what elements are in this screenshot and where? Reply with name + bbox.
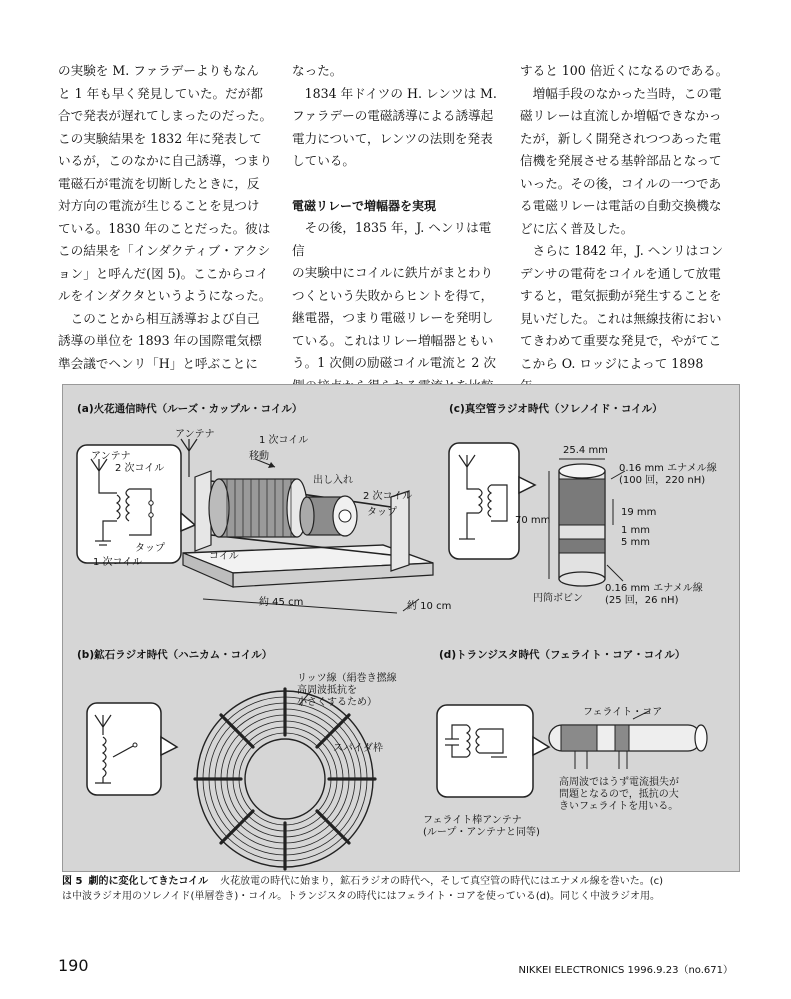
label-antenna-inset: アンテナ xyxy=(91,451,131,462)
label-70mm: 70 mm xyxy=(515,515,551,526)
caption-title: 劇的に変化してきたコイル xyxy=(88,876,209,887)
text-line: 見いだした。これは無線技術におい xyxy=(520,310,722,326)
text-line: 増幅手段のなかった当時，この電 xyxy=(520,85,722,101)
journal-footer: NIKKEI ELECTRONICS 1996.9.23（no.671） xyxy=(518,965,733,976)
label-bobbin: 円筒ボビン xyxy=(533,593,583,604)
label-19mm: 19 mm xyxy=(621,507,657,518)
label-ferrite-note: 高周波ではうず電流損失が xyxy=(559,777,679,788)
text-line: たが，新しく開発されつつあった電 xyxy=(520,130,722,146)
label-move: 移動 xyxy=(249,451,269,462)
caption-text-1: 火花放電の時代に始まり，鉱石ラジオの時代へ，そして真空管の時代にはエナメル線を巻いた。(c) xyxy=(220,876,664,887)
page-number: 190 xyxy=(58,956,89,975)
text-line: こから O. ロッジによって 1898 xyxy=(520,355,704,371)
label-ferrite-note-3: きいフェライトを用いる。 xyxy=(559,801,679,812)
panel-b-title: (b)鉱石ラジオ時代（ハニカム・コイル） xyxy=(77,649,273,661)
label-wire1: 0.16 mm エナメル線 xyxy=(619,463,717,474)
text-line: の実験中にコイルに鉄片がまとわり xyxy=(292,265,494,280)
label-secondary-coil: 2 次コイル xyxy=(363,491,413,502)
panel-c-title: (c)真空管ラジオ時代（ソレノイド・コイル） xyxy=(449,403,663,415)
label-length-45cm: 約 45 cm xyxy=(259,597,304,608)
text-line: さらに 1842 年，J. ヘンリはコン xyxy=(520,243,724,258)
label-primary-coil-inset: 1 次コイル xyxy=(93,557,143,568)
text-line: その後，1835 年，J. ヘンリは電信 xyxy=(292,220,492,258)
text-line: と 1 年も早く発見していた。だが都 xyxy=(58,85,263,101)
text-line: 合で発表が遅れてしまったのだった。 xyxy=(58,108,273,123)
text-line: 継電器，つまり電磁リレーを発明し xyxy=(292,310,494,325)
text-column-2 xyxy=(292,60,500,397)
text-line: る電磁リレーは電話の自動交換機な xyxy=(520,198,722,213)
text-line: この結果を「インダクティブ・アクシ xyxy=(58,243,271,258)
text-line: 磁リレーは直流しか増幅できなかっ xyxy=(520,108,722,123)
label-5mm: 5 mm xyxy=(621,537,651,548)
text-line: ファラデーの電磁誘導による誘導起 xyxy=(292,108,494,123)
figure-5 xyxy=(62,384,740,872)
text-line: 信機を発展させる基幹部品となって xyxy=(520,153,722,168)
text-line: ている。これはリレー増幅器ともい xyxy=(292,332,494,348)
text-line: 準会議でヘンリ「H」と呼ぶことに xyxy=(58,355,258,371)
panel-d-title: (d)トランジスタ時代（フェライト・コア・コイル） xyxy=(439,649,686,661)
label-length-10cm: 約 10 cm xyxy=(407,601,452,612)
text-line: ている。1830 年のことだった。彼は xyxy=(58,220,271,236)
text-column-1 xyxy=(58,60,276,375)
text-line: 1834 年ドイツの H. レンツは M. xyxy=(292,85,497,101)
label-tap: タップ xyxy=(367,507,397,518)
label-wire2-detail: (25 回，26 nH) xyxy=(605,595,679,606)
label-litz-wire-3: 小さくするため） xyxy=(297,697,377,708)
text-line: の実験を M. ファラデーよりもなん xyxy=(58,63,259,78)
text-line: 電磁石が電流を切断したときに，反 xyxy=(58,175,260,191)
label-1mm: 1 mm xyxy=(621,525,651,536)
text-line: ルをインダクタというようになった。 xyxy=(58,288,272,303)
caption-text-2: は中波ラジオ用のソレノイド(単層巻き)・コイル。トランジスタの時代にはフェライト・コアを使っている(d)。同じく中波ラジオ用。 xyxy=(62,891,661,902)
label-secondary-coil-inset: 2 次コイル xyxy=(115,463,165,474)
text-line: すると 100 倍近くになるのである。 xyxy=(520,63,729,78)
label-primary-coil: 1 次コイル xyxy=(259,435,309,446)
label-spider-frame: スパイダ枠 xyxy=(333,743,383,754)
label-coil: コイル xyxy=(209,551,239,562)
label-litz-wire-2: 高周波抵抗を xyxy=(297,685,357,696)
text-line: いるが，このなかに自己誘導，つまり xyxy=(58,153,273,168)
section-heading: 電磁リレーで増幅器を実現 xyxy=(292,198,437,213)
text-line: ョン」と呼んだ(図 5)。ここからコイ xyxy=(58,265,269,281)
text-column-3 xyxy=(520,60,732,398)
text-line: う。1 次側の励磁コイル電流と 2 次 xyxy=(292,355,496,370)
text-line: すると，電気振動が発生することを xyxy=(520,288,722,303)
text-line: このことから相互誘導および自己 xyxy=(58,310,260,326)
label-25-4mm: 25.4 mm xyxy=(563,445,608,456)
text-line: この実験結果を 1832 年に発表して xyxy=(58,130,262,146)
text-line: なった。 xyxy=(292,63,343,78)
text-line: している。 xyxy=(292,153,355,168)
text-line: 電力について，レンツの法則を発表 xyxy=(292,130,493,146)
label-litz-wire: リッツ線（絹巻き撚線 xyxy=(297,673,397,684)
text-line: デンサの電荷をコイルを通して放電 xyxy=(520,265,721,281)
text-line: 対方向の電流が生じることを見つけ xyxy=(58,198,260,213)
text-line: いった。その後，コイルの一つであ xyxy=(520,175,722,191)
figure-caption xyxy=(62,874,738,904)
label-antenna: アンテナ xyxy=(175,429,215,440)
label-in-out: 出し入れ xyxy=(313,475,353,486)
text-line: てきわめて重要な発見で，やがてこ xyxy=(520,333,722,348)
label-rod-antenna-2: (ループ・アンテナと同等) xyxy=(423,827,540,838)
label-wire1-detail: (100 回，220 nH) xyxy=(619,475,706,486)
caption-number: 図 5 xyxy=(62,876,83,887)
panel-a-title: (a)火花通信時代（ルーズ・カップル・コイル） xyxy=(77,403,303,415)
text-line: どに広く普及した。 xyxy=(520,220,634,236)
text-line: 誘導の単位を 1893 年の国際電気標 xyxy=(58,333,262,348)
label-tap-inset: タップ xyxy=(135,543,165,554)
label-ferrite-note-2: 問題となるので，抵抗の大 xyxy=(559,789,679,800)
label-ferrite-core: フェライト・コア xyxy=(583,707,663,718)
label-wire2: 0.16 mm エナメル線 xyxy=(605,583,703,594)
label-rod-antenna: フェライト棒アンテナ xyxy=(423,815,522,826)
text-line: つくという失敗からヒントを得て， xyxy=(292,287,494,303)
